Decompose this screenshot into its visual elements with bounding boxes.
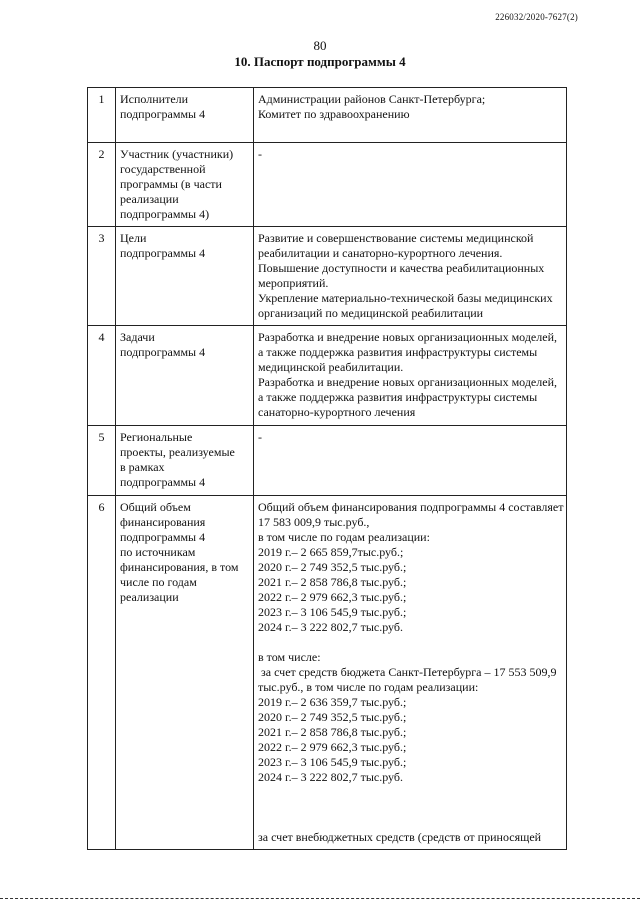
row-content xyxy=(254,426,567,496)
content-line: за счет средств бюджета Санкт-Петербурга – 17 553 509,9 xyxy=(261,665,557,679)
row-label xyxy=(116,426,254,496)
row-label xyxy=(116,496,254,850)
table-row xyxy=(88,496,567,850)
label-line: Региональные xyxy=(120,430,193,444)
document-id: 226032/2020-7627(2) xyxy=(495,12,578,22)
table-row xyxy=(88,143,567,227)
page-number: 80 xyxy=(313,38,327,53)
content-line: реабилитации и санаторно-курортного лечения. xyxy=(258,246,503,260)
content-line: 2021 г.– 2 858 786,8 тыс.руб.; xyxy=(258,575,407,589)
row-label xyxy=(116,326,254,426)
label-line: Участник (участники) xyxy=(120,147,234,161)
label-line: Задачи xyxy=(120,330,155,344)
content-line: 2024 г.– 3 222 802,7 тыс.руб. xyxy=(258,620,403,634)
content-line: Комитет по здравоохранению xyxy=(258,107,410,121)
label-line: подпрограммы 4 xyxy=(120,475,206,489)
content-line: 17 583 009,9 тыс.руб., xyxy=(258,515,370,529)
label-line: финансирования xyxy=(120,515,206,529)
content-line: в том числе по годам реализации: xyxy=(258,530,430,544)
label-line: подпрограммы 4 xyxy=(120,530,206,544)
row-label xyxy=(116,88,254,143)
content-line: 2019 г.– 2 636 359,7 тыс.руб.; xyxy=(258,695,407,709)
content-line: Укрепление материально-технической базы медицинских xyxy=(258,291,553,305)
label-line: подпрограммы 4) xyxy=(120,207,210,221)
table-row xyxy=(88,227,567,326)
label-line: в рамках xyxy=(120,460,165,474)
content-line: мероприятий. xyxy=(258,276,329,290)
content-line: 2019 г.– 2 665 859,7тыс.руб.; xyxy=(258,545,404,559)
content-line: Общий объем финансирования подпрограммы 4 составляет xyxy=(258,500,564,514)
content-line: за счет внебюджетных средств (средств от приносящей xyxy=(258,830,542,844)
label-line: Цели xyxy=(120,231,147,245)
row-content xyxy=(254,88,567,143)
content-line: 2022 г.– 2 979 662,3 тыс.руб.; xyxy=(258,740,407,754)
label-line: Исполнители xyxy=(120,92,189,106)
content-line: тыс.руб., в том числе по годам реализации: xyxy=(258,680,479,694)
content-line: Развитие и совершенствование системы медицинской xyxy=(258,231,534,245)
label-line: числе по годам xyxy=(120,575,197,589)
label-line: программы (в части xyxy=(120,177,222,191)
content-line: - xyxy=(258,147,262,161)
row-number: 5 xyxy=(88,426,116,496)
content-line: Повышение доступности и качества реабилитационных xyxy=(258,261,545,275)
content-line: 2021 г.– 2 858 786,8 тыс.руб.; xyxy=(258,725,407,739)
content-line: организаций по медицинской реабилитации xyxy=(258,306,484,320)
content-line: Администрации районов Санкт-Петербурга; xyxy=(258,92,486,106)
row-content xyxy=(254,496,567,850)
spacer xyxy=(258,785,562,830)
row-label xyxy=(116,227,254,326)
content-line: медицинской реабилитации. xyxy=(258,360,404,374)
label-line: по источникам xyxy=(120,545,196,559)
table-row xyxy=(88,326,567,426)
content-line: Разработка и внедрение новых организационных моделей, xyxy=(258,375,557,389)
content-line: 2022 г.– 2 979 662,3 тыс.руб.; xyxy=(258,590,407,604)
table-row xyxy=(88,88,567,143)
row-number: 2 xyxy=(88,143,116,227)
content-line: 2023 г.– 3 106 545,9 тыс.руб.; xyxy=(258,755,407,769)
label-line: Общий объем xyxy=(120,500,191,514)
content-line: санаторно-курортного лечения xyxy=(258,405,416,419)
row-number: 1 xyxy=(88,88,116,143)
row-number: 6 xyxy=(88,496,116,850)
label-line: подпрограммы 4 xyxy=(120,345,206,359)
label-line: подпрограммы 4 xyxy=(120,246,206,260)
row-label xyxy=(116,143,254,227)
row-number: 3 xyxy=(88,227,116,326)
label-line: реализации xyxy=(120,590,179,604)
row-content xyxy=(254,227,567,326)
content-line: а также поддержка развития инфраструктуры системы xyxy=(258,390,538,404)
label-line: государственной xyxy=(120,162,206,176)
content-line: 2020 г.– 2 749 352,5 тыс.руб.; xyxy=(258,710,407,724)
content-line: а также поддержка развития инфраструктуры системы xyxy=(258,345,538,359)
row-number: 4 xyxy=(88,326,116,426)
content-line: 2024 г.– 3 222 802,7 тыс.руб. xyxy=(258,770,403,784)
passport-table xyxy=(87,87,567,850)
row-content xyxy=(254,326,567,426)
label-line: реализации xyxy=(120,192,179,206)
content-line: в том числе: xyxy=(258,650,321,664)
section-heading: 10. Паспорт подпрограммы 4 xyxy=(234,54,406,69)
content-line: 2023 г.– 3 106 545,9 тыс.руб.; xyxy=(258,605,407,619)
label-line: финансирования, в том xyxy=(120,560,239,574)
content-line: Разработка и внедрение новых организационных моделей, xyxy=(258,330,557,344)
content-line: 2020 г.– 2 749 352,5 тыс.руб.; xyxy=(258,560,407,574)
label-line: подпрограммы 4 xyxy=(120,107,206,121)
row-content xyxy=(254,143,567,227)
label-line: проекты, реализуемые xyxy=(120,445,235,459)
content-line: - xyxy=(258,430,262,444)
table-row xyxy=(88,426,567,496)
spacer xyxy=(258,635,562,650)
page-bottom-rule xyxy=(0,898,640,899)
